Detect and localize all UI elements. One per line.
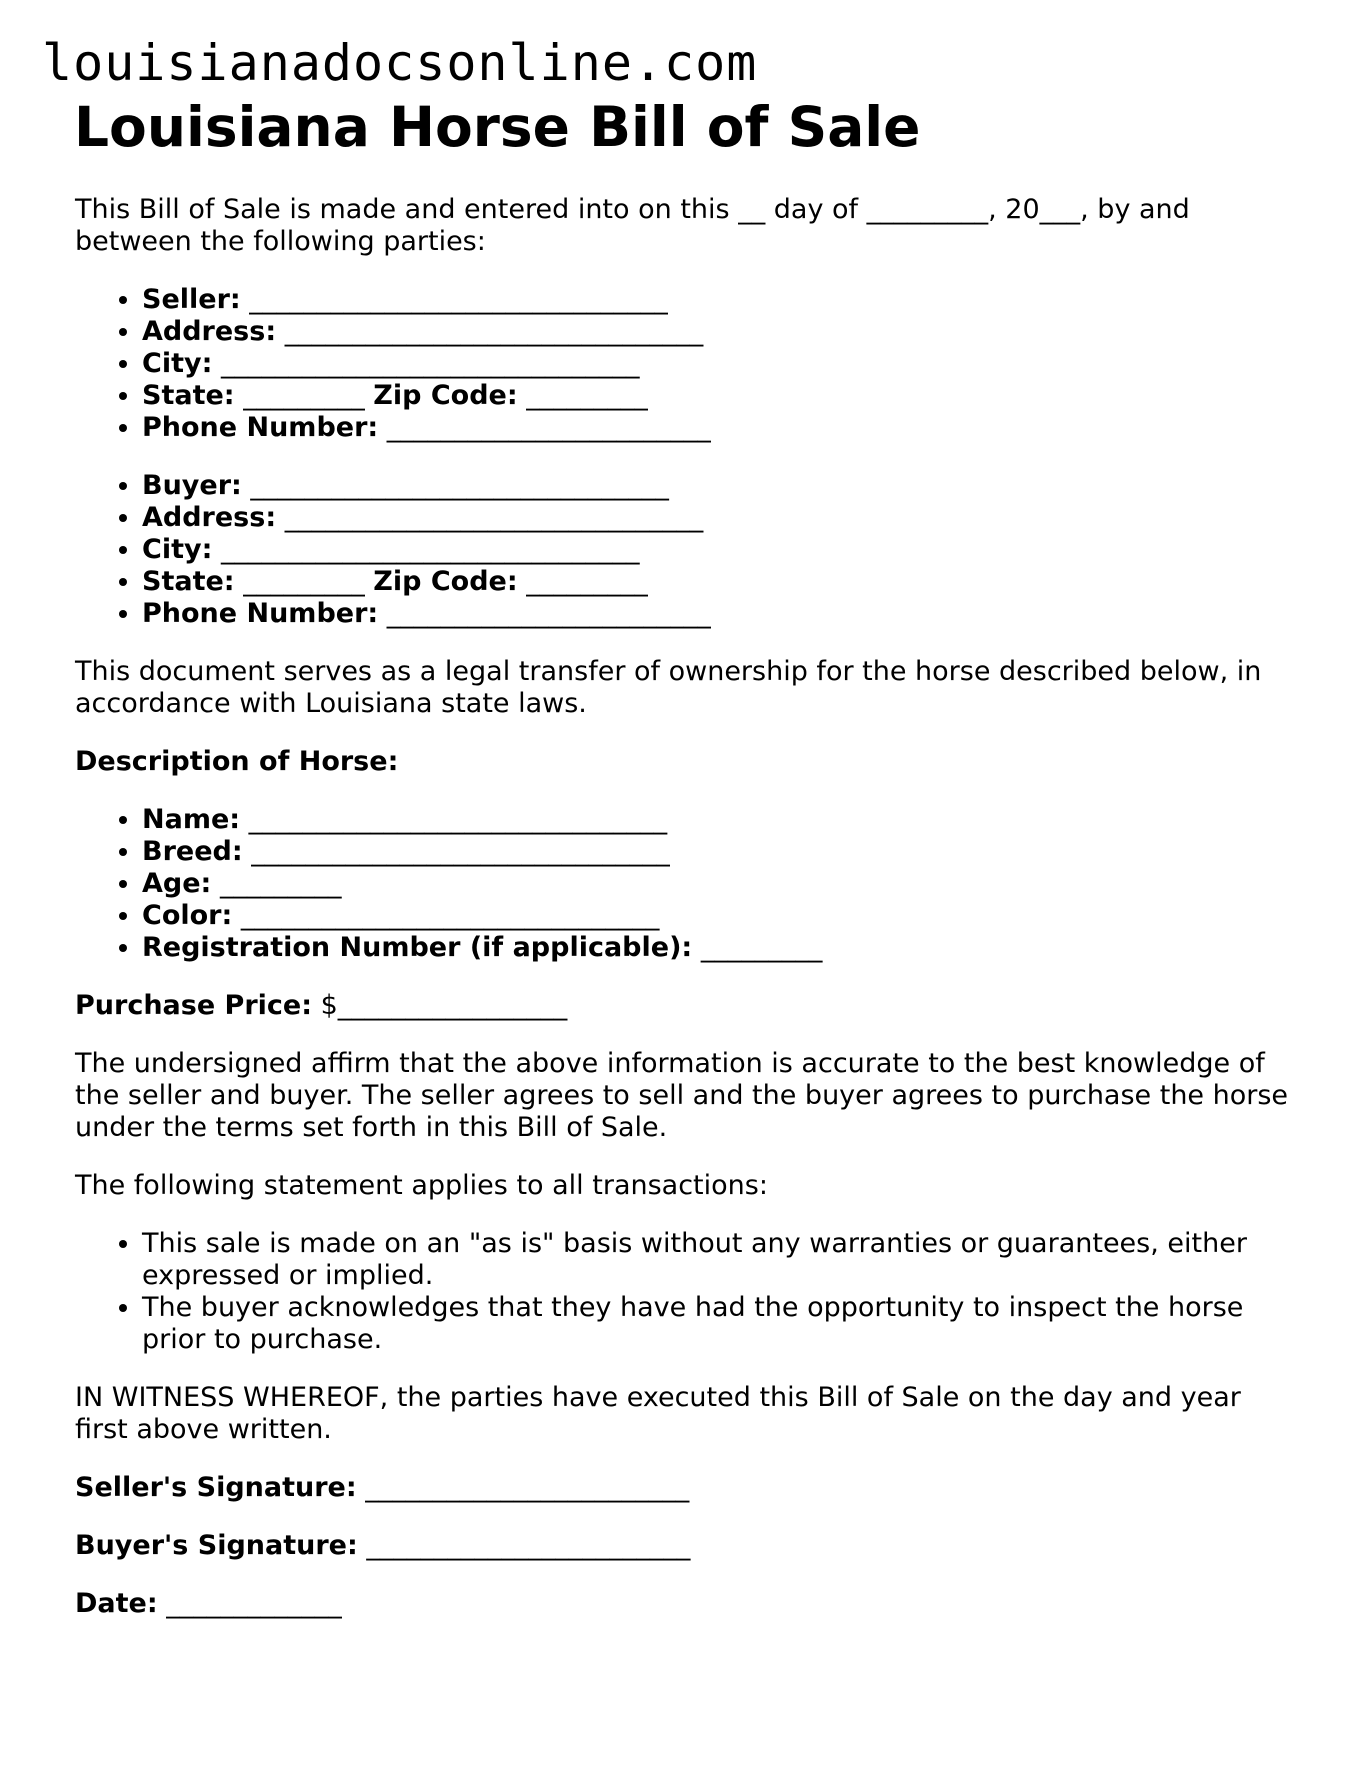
seller-address-field: • Address: _______________________________ [142,316,1295,348]
buyer-state-zip-field: • State: _________ Zip Code: _________ [142,566,1295,598]
buyer-phone-field: • Phone Number: ________________________ [142,598,1295,630]
affirm-paragraph: The undersigned affirm that the above information is accurate to the best knowledge of the seller and buyer. The seller agrees to sell and the buyer agrees to purchase the horse under the terms set forth in this Bill of Sale. [75,1048,1289,1143]
document-body [75,194,1295,1646]
document-title: Louisiana Horse Bill of Sale [74,95,921,159]
horse-name-field: • Name: _______________________________ [142,804,1295,836]
horse-description-list [75,804,1295,964]
buyer-name-field: • Buyer: _______________________________ [142,470,1295,502]
horse-age-field: • Age: _________ [142,868,1295,900]
horse-breed-field: • Breed: _______________________________ [142,836,1295,868]
site-watermark: louisianadocsonline.com [42,34,758,92]
description-heading: Description of Horse: [75,746,399,777]
statement-as-is: • This sale is made on an "as is" basis without any warranties or guarantees, either expressed or implied. [142,1228,1295,1292]
transfer-paragraph: This document serves as a legal transfer of ownership for the horse described below, in accordance with Louisiana state laws. [75,656,1262,719]
intro-paragraph: This Bill of Sale is made and entered into on this __ day of _________, 20___, by and between the following parties: [75,194,1190,257]
statement-inspection: • The buyer acknowledges that they have had the opportunity to inspect the horse prior to purchase. [142,1292,1295,1356]
seller-info-list [75,284,1295,444]
horse-registration-field: • Registration Number (if applicable): _________ [142,932,1295,964]
witness-paragraph: IN WITNESS WHEREOF, the parties have executed this Bill of Sale on the day and year first above written. [75,1382,1241,1445]
seller-phone-field: • Phone Number: ________________________ [142,412,1295,444]
buyer-city-field: • City: _______________________________ [142,534,1295,566]
buyer-signature-field: Buyer's Signature: ________________________ [75,1530,691,1561]
purchase-price-field: Purchase Price: $_________________ [75,990,568,1021]
buyer-address-field: • Address: _______________________________ [142,502,1295,534]
buyer-info-list [75,470,1295,630]
statement-list [75,1228,1295,1356]
date-field: Date: _____________ [75,1588,342,1619]
seller-city-field: • City: _______________________________ [142,348,1295,380]
horse-color-field: • Color: _______________________________ [142,900,1295,932]
seller-signature-field: Seller's Signature: ________________________ [75,1472,690,1503]
seller-name-field: • Seller: _______________________________ [142,284,1295,316]
seller-state-zip-field: • State: _________ Zip Code: _________ [142,380,1295,412]
statement-intro: The following statement applies to all transactions: [75,1170,768,1201]
